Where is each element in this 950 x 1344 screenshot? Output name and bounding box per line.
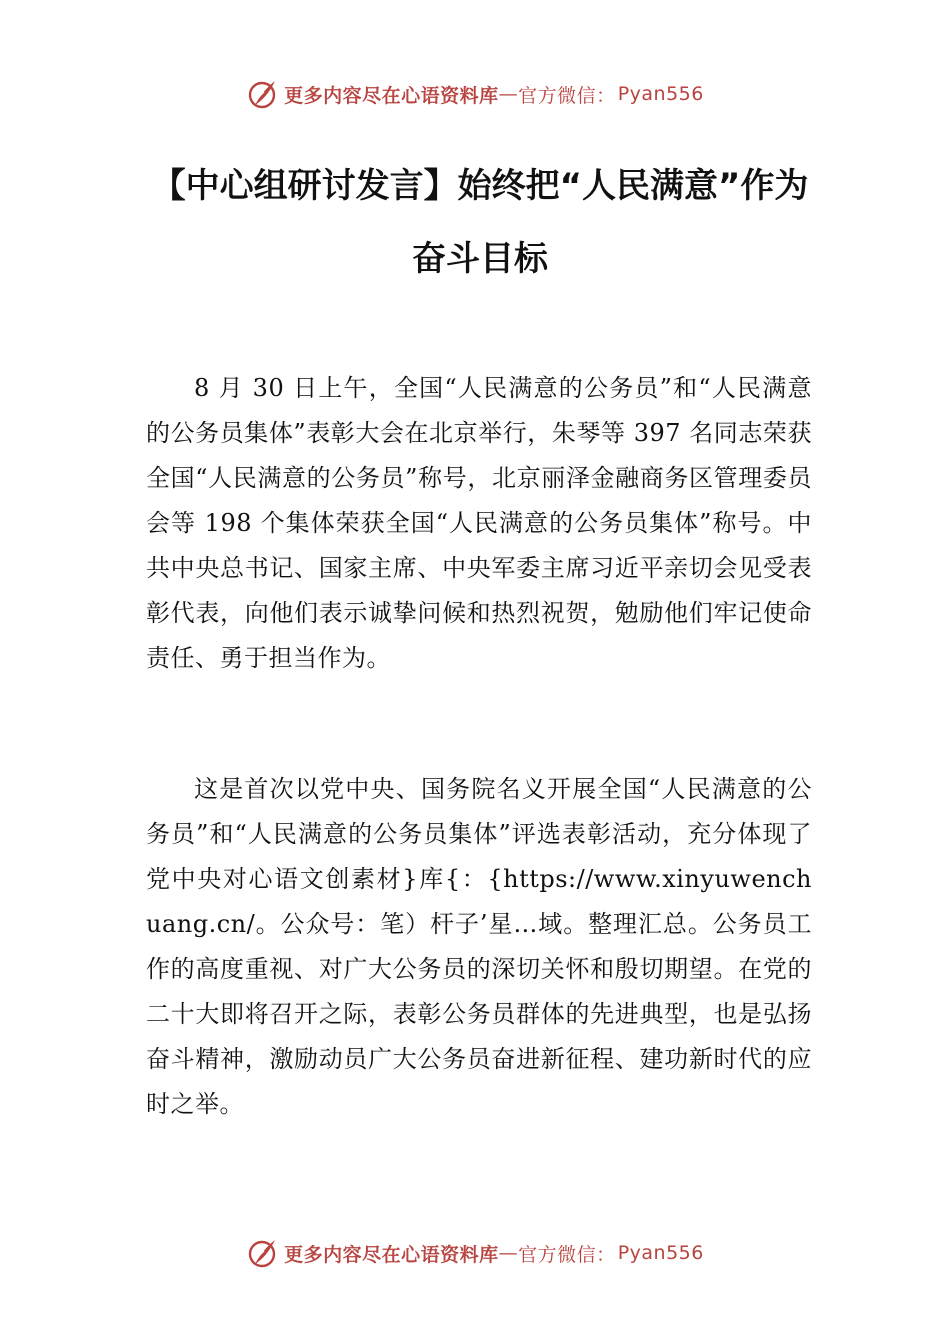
banner-separator: — [498,1242,519,1264]
quill-logo-icon [246,78,278,110]
banner-wechat-id: Pyan556 [617,1242,704,1264]
banner-separator: — [498,83,519,105]
body-paragraph-2: 这是首次以党中央、国务院名义开展全国“人民满意的公务员”和“人民满意的公务员集体”评选表彰活动，充分体现了党中央对心语文创素材}库{：{https://www.xinyuwenchuang.cn/。公众号：笔）杆子’星…域。整理汇总。公务员工作的高度重视、对广大公务员的深切关怀和殷切期望。在党的二十大即将召开之际，表彰公务员群体的先进典型，也是弘扬奋斗精神，激励动员广大公务员奋进新征程、建功新时代的应时之举。 [146,775,812,1118]
header-banner [0,74,950,114]
banner-wechat-label: 官方微信： [518,1243,616,1266]
footer-banner [0,1233,950,1273]
body-paragraph-1: 8 月 30 日上午，全国“人民满意的公务员”和“人民满意的公务员集体”表彰大会在北京举行，朱琴等 397 名同志荣获全国“人民满意的公务员”称号，北京丽泽金融商务区管理委员会等 198 个集体荣获全国“人民满意的公务员集体”称号。中共中央总书记、国家主席、中央军委主席习近平亲切会见受表彰代表，向他们表示诚挚问候和热烈祝贺，勉励他们牢记使命责任、勇于担当作为。 [146,374,812,672]
quill-logo-icon [246,1237,278,1269]
banner-wechat-id: Pyan556 [617,83,704,105]
banner-wechat-label: 官方微信： [518,84,616,107]
banner-brand-text: 更多内容尽在心语资料库 [284,84,499,107]
document-title: 【中心组研讨发言】始终把“人民满意”作为奋斗目标 [151,166,809,279]
banner-brand-text: 更多内容尽在心语资料库 [284,1243,499,1266]
